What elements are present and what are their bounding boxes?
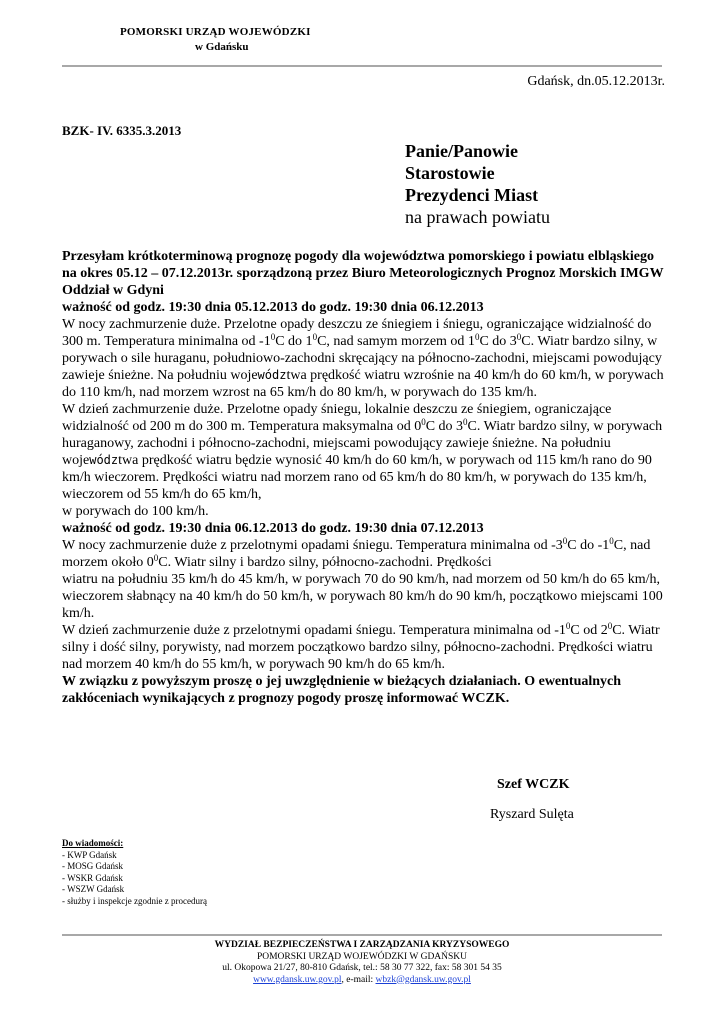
- document-date: Gdańsk, dn.05.12.2013r.: [527, 74, 665, 89]
- distribution-item: - MOSG Gdańsk: [62, 861, 124, 871]
- distribution-item: - służby i inspekcje zgodnie z procedurą: [62, 895, 207, 906]
- addressee-line: Starostowie: [405, 163, 495, 183]
- validity-period-1: ważność od godz. 19:30 dnia 05.12.2013 do godz. 19:30 dnia 06.12.2013: [62, 300, 484, 315]
- addressee-block: [405, 140, 550, 228]
- signer-title: Szef WCZK: [497, 777, 570, 792]
- addressee-line: na prawach powiatu: [405, 207, 550, 227]
- distribution-title: Do wiadomości:: [62, 838, 124, 848]
- document-signature: BZK- IV. 6335.3.2013: [62, 123, 182, 138]
- footer-contact: www.gdansk.uw.gov.pl, e-mail: wbzk@gdansk.uw.gov.pl: [253, 974, 471, 985]
- closing-paragraph: W związku z powyższym proszę o jej uwzględnienie w bieżących działaniach. O ewentualnych zakłóceniach wynikających z prognozy pogody proszę informować WCZK.: [62, 674, 622, 706]
- letter-body: [62, 248, 667, 707]
- validity-period-2: ważność od godz. 19:30 dnia 06.12.2013 do godz. 19:30 dnia 07.12.2013: [62, 521, 484, 536]
- addressee-line: Prezydenci Miast: [405, 185, 539, 205]
- forecast-day-2: W dzień zachmurzenie duże z przelotnymi opadami śniegu. Temperatura minimalna od $-1^0C$ od $2^0C$. Wiatr silny i dość silny, porywisty, nad morzem początkowo bardzo silny, północno-zachodni. Prędkości wiatru nad morzem 40 km/h do 55 km/h, w porywach 90 km/h do 65 km/h.: [62, 621, 660, 672]
- website-link[interactable]: www.gdansk.uw.gov.pl: [253, 974, 342, 985]
- footer: [62, 940, 662, 986]
- forecast-day-1: W dzień zachmurzenie duże. Przelotne opady śniegu, lokalnie deszczu ze śniegiem, ograniczające widzialność od 200 m do 300 m. Temperatura maksymalna od $0^0C$ do $3^0C$. Wiatr bardzo silny, w porywach huraganowy, zachodni i północno-zachodni, miejscami powodujący zawieje śnieżne. Na południu województwa prędkość wiatru będzie wynosić 40 km/h do 60 km/h, w porywach od 115 km/h rano do 90 km/h wieczorem. Prędkości wiatru nad morzem rano od 65 km/h do 80 km/h, w porywach do 135 km/h, wieczorem od 55 km/h do 65 km/h, w porywach do 100 km/h.: [62, 402, 663, 519]
- distribution-item: - WSKR Gdańsk: [62, 872, 123, 883]
- intro-paragraph: Przesyłam krótkoterminową prognozę pogody dla województwa pomorskiego i powiatu elbląskiego na okres 05.12 – 07.12.2013r. sporządzoną przez Biuro Meteorologicznych Prognoz Morskich IMGW Oddział w Gdyni: [62, 249, 664, 298]
- footer-department: WYDZIAŁ BEZPIECZEŃSTWA I ZARZĄDZANIA KRYZYSOWEGO: [214, 940, 510, 950]
- footer-address: ul. Okopowa 21/27, 80-810 Gdańsk, tel.: 58 30 77 322, fax: 58 301 54 35: [222, 963, 502, 973]
- forecast-night-2: W nocy zachmurzenie duże z przelotnymi opadami śniegu. Temperatura minimalna od $-3^0C$ do $-1^0C$, nad morzem około $0^0C$. Wiatr silny i bardzo silny, północno-zachodni. Prędkości wiatru na południu 35 km/h do 45 km/h, w porywach 70 do 90 km/h, nad morzem od 50 km/h do 65 km/h, wieczorem słabnący na 40 km/h do 50 km/h, w porywach 80 km/h do 90 km/h, początkowo miejscami 100 km/h.: [62, 536, 663, 621]
- distribution-item: - WSZW Gdańsk: [62, 884, 125, 894]
- header-office-name: POMORSKI URZĄD WOJEWÓDZKI: [120, 26, 311, 38]
- signer-name: Ryszard Sulęta: [490, 807, 574, 822]
- distribution-item: - KWP Gdańsk: [62, 849, 117, 860]
- header-office-city: w Gdańsku: [195, 41, 249, 53]
- distribution-list: [62, 838, 207, 907]
- header-divider: [62, 65, 662, 67]
- email-link[interactable]: wbzk@gdansk.uw.gov.pl: [375, 974, 471, 985]
- footer-office: POMORSKI URZĄD WOJEWÓDZKI W GDAŃSKU: [256, 951, 468, 962]
- forecast-night-1: W nocy zachmurzenie duże. Przelotne opady deszczu ze śniegiem i śniegu, ograniczające widzialność do 300 m. Temperatura minimalna od $-1^0C$ do $1^0C$, nad samym morzem od $1^0C$ do $3^0C$. Wiatr bardzo silny, w porywach o sile huraganu, południowo-zachodni skręcający na północno-zachodni, miejscami powodujący zawieje śnieżne. Na południu województwa prędkość wiatru wzrośnie na 40 km/h do 60 km/h, w porywach do 110 km/h, nad morzem wzrost na 65 km/h do 80 km/h, w porywach do 135 km/h.: [62, 317, 664, 400]
- addressee-line: Panie/Panowie: [405, 141, 518, 161]
- footer-divider: [62, 934, 662, 936]
